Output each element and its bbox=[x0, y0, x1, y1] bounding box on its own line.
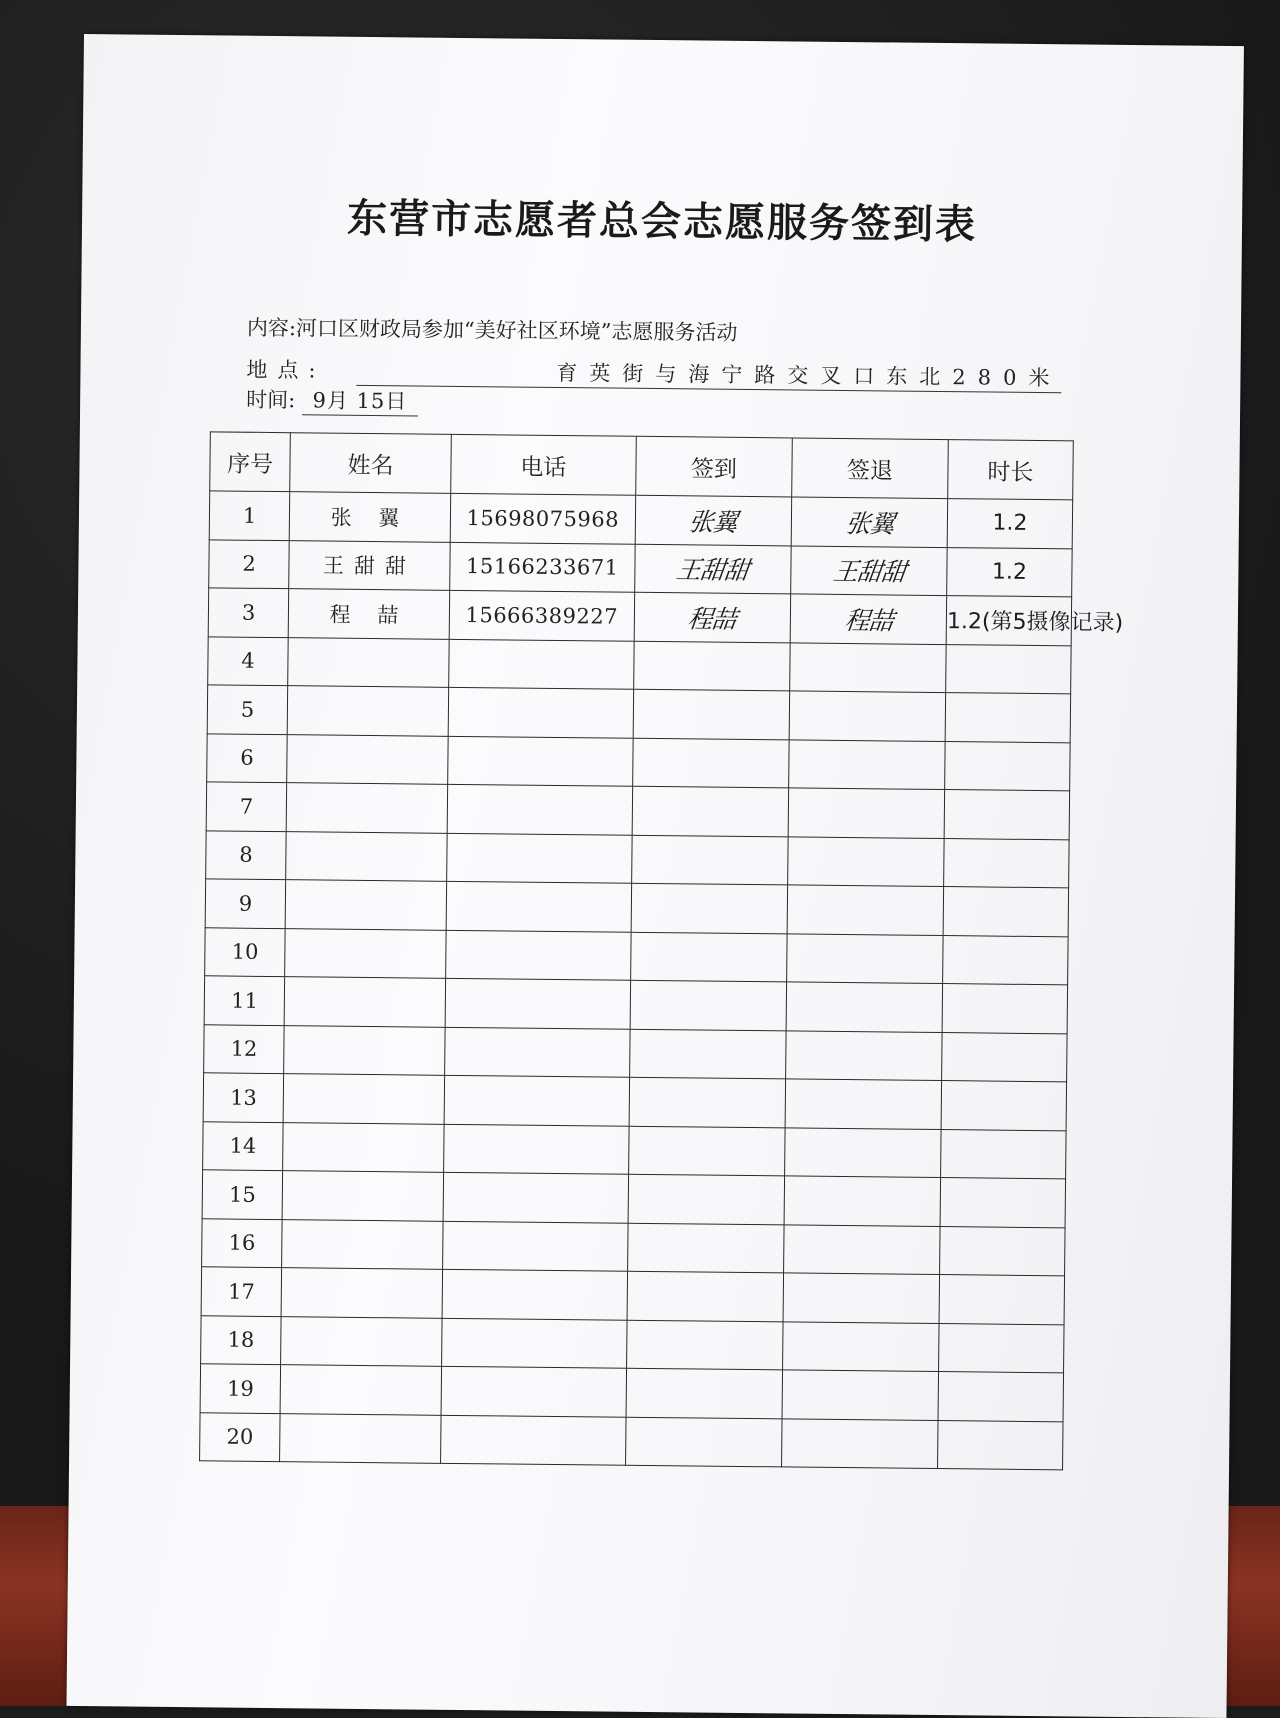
volunteer-name bbox=[281, 1316, 442, 1366]
sign-out-signature bbox=[782, 1370, 939, 1420]
sign-out-signature bbox=[784, 1176, 941, 1226]
sign-out-signature bbox=[791, 545, 948, 595]
phone-number bbox=[448, 639, 634, 689]
content-line: 内容:河口区财政局参加“美好社区环境”志愿服务活动 bbox=[246, 315, 738, 345]
sign-in-signature bbox=[633, 689, 790, 739]
duration bbox=[938, 1420, 1063, 1470]
sign-in-signature bbox=[632, 835, 789, 885]
duration bbox=[943, 887, 1068, 937]
sign-in-signature bbox=[631, 883, 788, 933]
handwritten-signature: 程喆 bbox=[842, 605, 894, 636]
volunteer-name bbox=[287, 686, 448, 736]
row-number: 3 bbox=[208, 588, 289, 637]
phone-number: 15166233671 bbox=[450, 542, 636, 592]
sign-in-signature bbox=[626, 1320, 783, 1370]
duration bbox=[939, 1323, 1064, 1373]
duration bbox=[945, 693, 1070, 743]
handwritten-signature: 程喆 bbox=[686, 604, 738, 634]
volunteer-name bbox=[284, 977, 445, 1027]
volunteer-name bbox=[288, 637, 449, 687]
sign-in-signature bbox=[629, 1029, 786, 1079]
sign-in-signature bbox=[628, 1126, 785, 1176]
row-number: 6 bbox=[207, 733, 288, 782]
handwritten-duration: 1.2 bbox=[991, 559, 1028, 585]
duration bbox=[944, 790, 1069, 840]
row-number: 8 bbox=[206, 830, 287, 879]
sign-out-signature bbox=[789, 739, 946, 789]
sign-out-signature bbox=[790, 594, 947, 644]
sign-out-signature bbox=[791, 497, 948, 547]
row-number: 5 bbox=[207, 685, 288, 734]
duration bbox=[939, 1275, 1064, 1325]
duration bbox=[944, 838, 1069, 888]
phone-number: 15698075968 bbox=[450, 493, 636, 543]
row-number: 18 bbox=[201, 1315, 282, 1364]
row-number: 7 bbox=[206, 782, 287, 831]
row-number: 19 bbox=[200, 1364, 281, 1413]
duration bbox=[940, 1226, 1065, 1276]
header-sign-in: 签到 bbox=[636, 436, 793, 497]
volunteer-name: 张 翼 bbox=[289, 492, 450, 542]
phone-number bbox=[447, 736, 633, 786]
phone-number bbox=[443, 1172, 629, 1222]
row-number: 11 bbox=[204, 976, 285, 1025]
header-name: 姓名 bbox=[290, 433, 451, 494]
duration bbox=[938, 1372, 1063, 1422]
row-number: 12 bbox=[204, 1024, 285, 1073]
sign-in-signature bbox=[629, 1077, 786, 1127]
sign-in-signature bbox=[635, 544, 792, 594]
phone-number bbox=[445, 930, 631, 980]
handwritten-signature: 张翼 bbox=[687, 507, 739, 537]
handwritten-duration: 1.2 bbox=[992, 510, 1028, 537]
duration bbox=[947, 499, 1072, 549]
phone-number bbox=[441, 1366, 627, 1416]
phone-number bbox=[447, 784, 633, 834]
duration bbox=[947, 547, 1072, 597]
phone-number bbox=[444, 1075, 630, 1125]
sign-in-signature bbox=[627, 1223, 784, 1273]
row-number: 9 bbox=[205, 879, 286, 928]
phone-number bbox=[442, 1221, 628, 1271]
header-no: 序号 bbox=[210, 432, 291, 492]
handwritten-signature: 王甜甜 bbox=[675, 555, 751, 586]
sign-in-table bbox=[199, 431, 1124, 1470]
phone-number bbox=[445, 978, 631, 1028]
sign-out-signature bbox=[786, 1030, 943, 1080]
row-number: 1 bbox=[209, 491, 290, 540]
sign-out-signature bbox=[788, 788, 945, 838]
sign-out-signature bbox=[782, 1418, 939, 1468]
duration bbox=[945, 741, 1070, 791]
sign-out-signature bbox=[784, 1224, 941, 1274]
table-row bbox=[200, 1412, 1063, 1470]
phone-number: 15666389227 bbox=[449, 590, 635, 640]
row-number: 4 bbox=[208, 636, 289, 685]
phone-number bbox=[446, 881, 632, 931]
location-label: 地点: bbox=[246, 357, 326, 383]
sign-out-signature bbox=[787, 885, 944, 935]
header-sign-out: 签退 bbox=[792, 438, 949, 499]
duration bbox=[946, 596, 1124, 646]
sign-out-signature bbox=[787, 933, 944, 983]
phone-number bbox=[444, 1027, 630, 1077]
volunteer-name bbox=[285, 880, 446, 930]
row-number: 20 bbox=[200, 1412, 281, 1461]
row-number: 16 bbox=[202, 1218, 283, 1267]
sign-in-signature bbox=[626, 1368, 783, 1418]
sign-out-signature bbox=[785, 1079, 942, 1129]
header-duration: 时长 bbox=[948, 440, 1074, 500]
handwritten-signature: 张翼 bbox=[843, 508, 895, 539]
sign-out-signature bbox=[788, 836, 945, 886]
volunteer-name bbox=[284, 1025, 445, 1075]
duration bbox=[943, 935, 1068, 985]
page-title: 东营市志愿者总会志愿服务签到表 bbox=[346, 195, 978, 249]
sign-in-signature bbox=[630, 980, 787, 1030]
phone-number bbox=[440, 1415, 626, 1465]
time-value: 9月 15日 bbox=[302, 384, 418, 416]
volunteer-name: 程 喆 bbox=[288, 589, 449, 639]
volunteer-name bbox=[287, 734, 448, 784]
row-number: 17 bbox=[201, 1267, 282, 1316]
sign-in-signature bbox=[625, 1417, 782, 1467]
handwritten-duration: 1.2(第5摄像记录) bbox=[946, 609, 1124, 637]
duration bbox=[941, 1129, 1066, 1179]
volunteer-name bbox=[280, 1365, 441, 1415]
sign-out-signature bbox=[783, 1273, 940, 1323]
volunteer-name bbox=[280, 1413, 441, 1463]
row-number: 10 bbox=[205, 927, 286, 976]
table-header-row bbox=[210, 432, 1074, 500]
phone-number bbox=[442, 1269, 628, 1319]
time-line bbox=[246, 384, 418, 417]
phone-number bbox=[448, 687, 634, 737]
volunteer-name bbox=[281, 1268, 442, 1318]
sign-out-signature bbox=[790, 642, 947, 692]
sign-in-signature bbox=[633, 738, 790, 788]
row-number: 15 bbox=[202, 1170, 283, 1219]
volunteer-name bbox=[282, 1219, 443, 1269]
volunteer-name bbox=[285, 928, 446, 978]
sign-in-signature bbox=[634, 641, 791, 691]
sign-out-signature bbox=[783, 1321, 940, 1371]
volunteer-name bbox=[286, 783, 447, 833]
sign-in-signature bbox=[631, 932, 788, 982]
row-number: 13 bbox=[203, 1073, 284, 1122]
paper-sheet bbox=[66, 34, 1243, 1718]
duration bbox=[940, 1178, 1065, 1228]
duration bbox=[946, 644, 1071, 694]
row-number: 14 bbox=[203, 1121, 284, 1170]
handwritten-signature: 王甜甜 bbox=[831, 557, 907, 587]
volunteer-name bbox=[283, 1122, 444, 1172]
sign-in-signature bbox=[628, 1174, 785, 1224]
duration bbox=[941, 1081, 1066, 1131]
sign-out-signature bbox=[789, 691, 946, 741]
sign-out-signature bbox=[786, 982, 943, 1032]
volunteer-name: 王甜甜 bbox=[289, 540, 450, 590]
header-phone: 电话 bbox=[451, 434, 637, 495]
time-label: 时间: bbox=[246, 387, 296, 413]
duration bbox=[942, 1032, 1067, 1082]
volunteer-name bbox=[282, 1171, 443, 1221]
sign-in-signature bbox=[634, 592, 791, 642]
sign-in-signature bbox=[635, 495, 792, 545]
location-value: 育英街与海宁路交叉口东北280米 bbox=[356, 355, 1061, 393]
sign-in-signature bbox=[632, 786, 789, 836]
row-number: 2 bbox=[209, 539, 290, 588]
phone-number bbox=[441, 1318, 627, 1368]
sign-in-signature bbox=[627, 1271, 784, 1321]
volunteer-name bbox=[283, 1074, 444, 1124]
duration bbox=[942, 984, 1067, 1034]
phone-number bbox=[443, 1124, 629, 1174]
phone-number bbox=[446, 833, 632, 883]
sign-out-signature bbox=[785, 1127, 942, 1177]
volunteer-name bbox=[286, 831, 447, 881]
